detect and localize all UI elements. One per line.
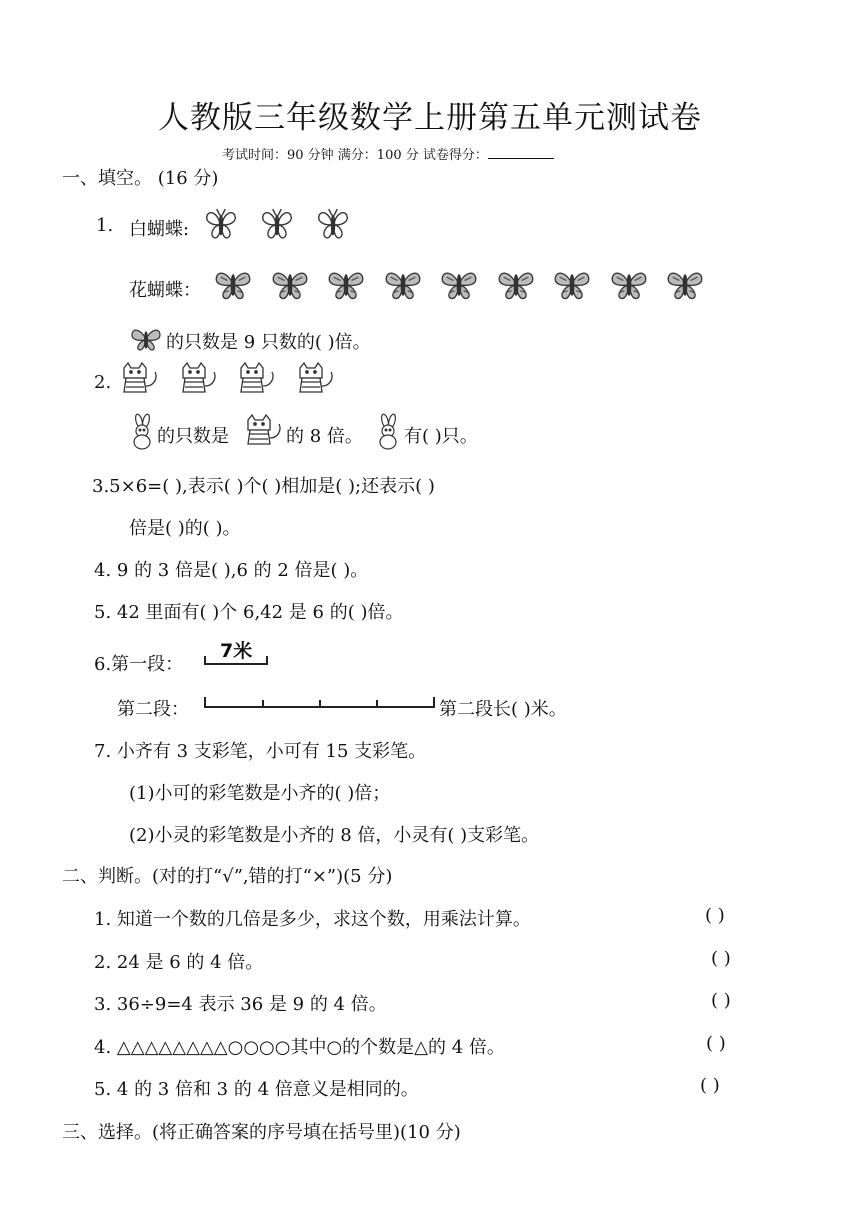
- white-butterfly-icon: [316, 208, 350, 242]
- section2-heading: 二、判断。(对的打“√”,错的打“×”)(5 分): [62, 866, 393, 887]
- exam-info-text: 考试时间：90 分钟 满分：100 分 试卷得分：: [222, 148, 488, 163]
- flower-butterfly-icon: [553, 268, 591, 302]
- segment-two: [202, 692, 438, 712]
- q2-number: 2.: [94, 372, 112, 393]
- cat-icon: [244, 414, 286, 448]
- judge-item: 5. 4 的 3 倍和 3 的 4 倍意义是相同的。: [94, 1079, 419, 1100]
- section3-heading: 三、选择。(将正确答案的序号填在括号里)(10 分): [62, 1122, 461, 1143]
- q7-part-b: (2)小灵的彩笔数是小齐的 8 倍，小灵有( )支彩笔。: [129, 825, 540, 846]
- q1-white-label: 白蝴蝶:: [129, 219, 190, 240]
- exam-info: [222, 144, 554, 163]
- q2-text-a: 的只数是: [157, 426, 229, 447]
- q1-question: 的只数是 9 只数的( )倍。: [166, 332, 371, 353]
- flower-butterfly-icon: [440, 268, 478, 302]
- flower-butterfly-icon: [271, 268, 309, 302]
- flower-butterfly-icon: [610, 268, 648, 302]
- judge-item: 4. △△△△△△△△○○○○其中○的个数是△的 4 倍。: [94, 1037, 505, 1058]
- judge-answer-paren[interactable]: ( ): [700, 1075, 720, 1096]
- q4-text: 4. 9 的 3 倍是( ),6 的 2 倍是( )。: [94, 560, 369, 581]
- score-blank[interactable]: [488, 146, 554, 159]
- flower-butterfly-icon: [666, 268, 704, 302]
- flower-butterfly-icon: [130, 326, 162, 352]
- q2-text-b: 的 8 倍。: [286, 426, 363, 447]
- cat-icon: [237, 362, 279, 396]
- segment-one-label: 7米: [220, 640, 253, 662]
- cat-icon: [120, 362, 162, 396]
- flower-butterfly-icon: [497, 268, 535, 302]
- rabbit-icon: [374, 414, 402, 450]
- q7-stem: 7. 小齐有 3 支彩笔，小可有 15 支彩笔。: [94, 741, 427, 762]
- rabbit-icon: [128, 414, 156, 450]
- judge-item: 1. 知道一个数的几倍是多少，求这个数，用乘法计算。: [94, 909, 531, 930]
- flower-butterfly-icon: [214, 268, 252, 302]
- white-butterfly-icon: [204, 208, 238, 242]
- section1-heading: 一、填空。 (16 分): [62, 168, 219, 189]
- white-butterfly-icon: [260, 208, 294, 242]
- q1-number: 1.: [96, 215, 114, 236]
- q7-part-a: (1)小可的彩笔数是小齐的( )倍；: [129, 783, 391, 804]
- judge-item: 2. 24 是 6 的 4 倍。: [94, 952, 264, 973]
- q6-label1: 6.第一段：: [94, 654, 184, 675]
- q3-line1: 3.5×6=( ),表示( )个( )相加是( );还表示( ): [92, 476, 435, 497]
- judge-item: 3. 36÷9=4 表示 36 是 9 的 4 倍。: [94, 994, 387, 1015]
- cat-icon: [179, 362, 221, 396]
- q1-flower-label: 花蝴蝶：: [129, 280, 201, 301]
- judge-answer-paren[interactable]: ( ): [711, 948, 731, 969]
- judge-answer-paren[interactable]: ( ): [711, 990, 731, 1011]
- flower-butterfly-icon: [327, 268, 365, 302]
- flower-butterfly-icon: [384, 268, 422, 302]
- q5-text: 5. 42 里面有( )个 6,42 是 6 的( )倍。: [94, 602, 404, 623]
- judge-answer-paren[interactable]: ( ): [706, 1033, 726, 1054]
- q6-label2: 第二段：: [117, 699, 189, 720]
- q3-line2: 倍是( )的( )。: [129, 518, 241, 539]
- q2-text-c: 有( )只。: [404, 426, 478, 447]
- judge-answer-paren[interactable]: ( ): [705, 905, 725, 926]
- cat-icon: [296, 362, 338, 396]
- page-title: 人教版三年级数学上册第五单元测试卷: [158, 100, 702, 136]
- q6-question: 第二段长( )米。: [439, 699, 567, 720]
